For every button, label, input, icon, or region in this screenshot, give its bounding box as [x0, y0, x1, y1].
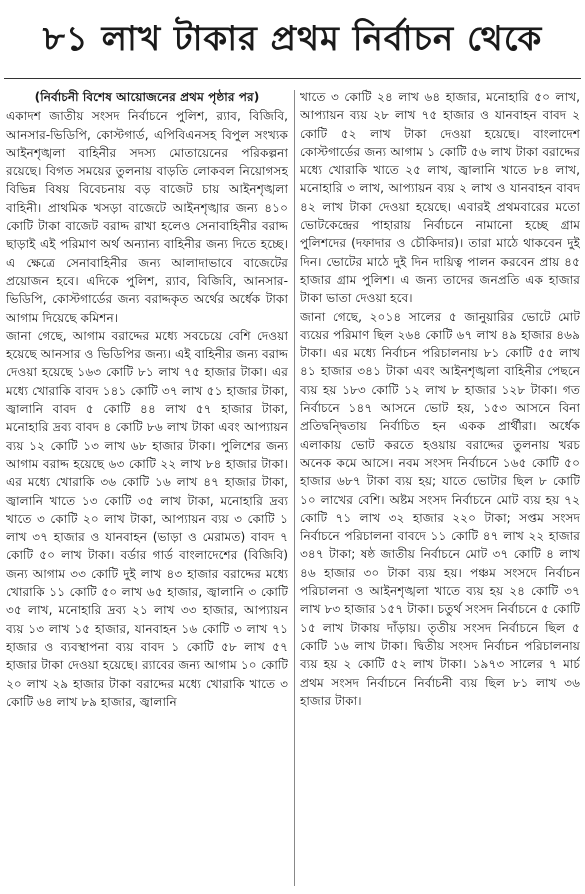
- article-paragraph: খাতে ৩ কোটি ২৪ লাখ ৬৪ হাজার, মনোহারি ৫০ লাখ, আপ্যায়ন ব্যয় ২৮ লাখ ৭৫ হাজার ও যানবাহন বাবদ ২ কোটি ৫২ লাখ টাকা দেওয়া হয়েছে। বাংলাদেশ কোস্টগার্ডের জন্য আগাম ১ কোটি ৫৬ লাখ টাকা বরাদ্দের মধ্যে খোরাকি খাতে ২৫ লাখ, জ্বালানি খাতে ৮৪ লাখ, মনোহারি ৩ লাখ, আপ্যায়ন ব্যয় ২ লাখ ও যানবাহন বাবদ ৪২ লাখ টাকা দেওয়া হয়েছে। এবারই প্রথমবারের মতো ভোটকেন্দ্রের পাহারায় নির্বাচনে নামানো হচ্ছে গ্রাম পুলিশদের (দফাদার ও চৌকিদার)। তারা মাঠে থাকবেন দুই দিন। ভোটের মাঠে দুই দিন দায়িত্ব পালন করবেন প্রায় ৪৫ হাজার গ্রাম পুলিশ। এ জন্য তাদের জনপ্রতি এক হাজার টাকা ভাতা দেওয়া হবে।: [300, 90, 580, 306]
- kicker: (নির্বাচনী বিশেষ আয়োজনের প্রথম পৃষ্ঠার পর): [34, 90, 260, 104]
- article-paragraph: জানা গেছে, ২০১৪ সালের ৫ জানুয়ারির ভোটে মোট ব্যয়ের পরিমাণ ছিল ২৬৪ কোটি ৬৭ লাখ ৪৯ হাজার ৪৬৯ টাকা। এর মধ্যে নির্বাচন পরিচালনায় ৮১ কোটি ৫৫ লাখ ৪১ হাজার ৩৪১ টাকা এবং আইনশৃঙ্খলা বাহিনীর পেছনে ব্যয় হয় ১৮৩ কোটি ১২ লাখ ৮ হাজার ১২৮ টাকা। গত নির্বাচনে ১৪৭ আসনে ভোট হয়, ১৫৩ আসনে বিনা প্রতিদ্বন্দ্বিতায় নির্বাচিত হন একক প্রার্থীরা। অর্ধেক এলাকায় ভোট করতে হওয়ায় বরাদ্দের তুলনায় খরচ অনেক কমে আসে। নবম সংসদ নির্বাচনে ১৬৫ কোটি ৫০ হাজার ৬৮৭ টাকা ব্যয় হয়; যাতে ভোটার ছিল ৮ কোটি ১০ লাখের বেশি। অষ্টম সংসদ নির্বাচনে মোট ব্যয় হয় ৭২ কোটি ৭১ লাখ ৩২ হাজার ২২০ টাকা; সপ্তম সংসদ নির্বাচনে পরিচালনা বাবদে ১১ কোটি ৪৭ লাখ ২২ হাজার ৩৪৭ টাকা; ষষ্ঠ জাতীয় নির্বাচনে মোট ৩৭ কোটি ৪ লাখ ৪৬ হাজার ৩০ টাকা ব্যয় হয়। পঞ্চম সংসদে নির্বাচন পরিচালনা ও আইনশৃঙ্খলা খাতে ব্যয় হয় ২৪ কোটি ৩৭ লাখ ৮৩ হাজার ১৫৭ টাকা। চতুর্থ সংসদ নির্বাচনে ৫ কোটি ১৫ লাখ টাকায় দাঁড়ায়। তৃতীয় সংসদ নির্বাচনে ছিল ৫ কোটি ১৬ লাখ টাকা। দ্বিতীয় সংসদ নির্বাচন পরিচালনায় ব্যয় হয় ২ কোটি ৫২ লাখ টাকা। ১৯৭৩ সালের ৭ মার্চ প্রথম সংসদ নির্বাচনে নির্বাচনী ব্যয় ছিল ৮১ লাখ ৩৬ হাজার টাকা।: [300, 309, 580, 708]
- column-divider: [294, 90, 295, 886]
- article-paragraph: একাদশ জাতীয় সংসদ নির্বাচনে পুলিশ, র‌্যাব, বিজিবি, আনসার-ভিডিপি, কোস্টগার্ড, এপিবিএনসহ বিপুল সংখ্যক আইনশৃঙ্খলা বাহিনীর সদস্য মোতায়েনের পরিকল্পনা রয়েছে। বিগত সময়ের তুলনায় বাড়তি লোকবল নিয়োগসহ বিভিন্ন বিষয় বিবেচনায় বড় বাজেট চায় আইনশৃঙ্খলা বাহিনী। প্রাথমিক খসড়া বাজেটে আইনশৃঙ্খার জন্য ৪১০ কোটি টাকা বাজেট বরাদ্দ রাখা হলেও সেনাবাহিনীর বরাদ্দ ছাড়াই এই পরিমাণ অর্থ অন্যান্য বাহিনীর জন্য দিতে হচ্ছে। এ ক্ষেত্রে সেনাবাহিনীর জন্য আলাদাভাবে বাজেটের প্রয়োজন হবে। এদিকে পুলিশ, র‌্যাব, বিজিবি, আনসার-ভিডিপি, কোস্টগার্ডের জন্য বরাদ্দকৃত অর্থের অর্ধেক টাকা আগাম দিয়েছে কমিশন।: [6, 109, 288, 325]
- headline: ৮১ লাখ টাকার প্রথম নির্বাচন থেকে: [42, 19, 543, 59]
- article-paragraph: জানা গেছে, আগাম বরাদ্দের মধ্যে সবচেয়ে বেশি দেওয়া হয়েছে আনসার ও ভিডিপির জন্য। এই বাহিনীর জন্য বরাদ্দ দেওয়া হয়েছে ১৬৩ কোটি ৮১ লাখ ৭৫ হাজার টাকা। এর মধ্যে খোরাকি বাবদ ১৪১ কোটি ৩৭ লাখ ৫১ হাজার টাকা, জ্বালানি বাবদ ৫ কোটি ৪৪ লাখ ৫৭ হাজার টাকা, মনোহারি দ্রব্য বাবদ ৪ কোটি ৮৬ লাখ টাকা এবং আপ্যায়ন ব্যয় ১২ কোটি ১৩ লাখ ৬৮ হাজার টাকা। পুলিশের জন্য আগাম বরাদ্দ হয়েছে ৬৩ কোটি ২২ লাখ ৮৪ হাজার টাকা। এর মধ্যে খোরাকি ৩৬ কোটি ১৬ লাখ ৪৭ হাজার টাকা, জ্বালানি খাতে ১৩ কোটি ৩৫ লাখ টাকা, মনোহারি দ্রব্য খাতে ৩ কোটি ২০ লাখ টাকা, আপ্যায়ন ব্যয় ৩ কোটি ১ লাখ ৩৭ হাজার ও যানবাহন (ভাড়া ও মেরামত) বাবদ ৭ কোটি ৫০ লাখ টাকা। বর্ডার গার্ড বাংলাদেশের (বিজিবি) জন্য আগাম ৩৩ কোটি দুই লাখ ৪৩ হাজার বরাদ্দের মধ্যে খোরাকি ১১ কোটি ৫০ লাখ ৬৫ হাজার, জ্বালানি ৩ কোটি ৩৫ লাখ, মনোহারি দ্রব্য ২১ লাখ ৩৩ হাজার, আপ্যায়ন ব্যয় ১৩ লাখ ১৫ হাজার, যানবাহন ১৬ কোটি ৩ লাখ ৭১ হাজার ও ব্যবস্থাপনা ব্যয় বাবদ ১ কোটি ৫৮ লাখ ৫৭ হাজার টাকা দেওয়া হয়েছে। র‌্যাবের জন্য আগাম ১০ কোটি ২০ লাখ ২৯ হাজার টাকা বরাদ্দের মধ্যে খোরাকি খাতে ৩ কোটি ৬৪ লাখ ৮৯ হাজার, জ্বালানি: [6, 328, 288, 709]
- article-column-right: [300, 88, 580, 890]
- headline-rule: [4, 78, 581, 79]
- article-column-left: [6, 88, 288, 890]
